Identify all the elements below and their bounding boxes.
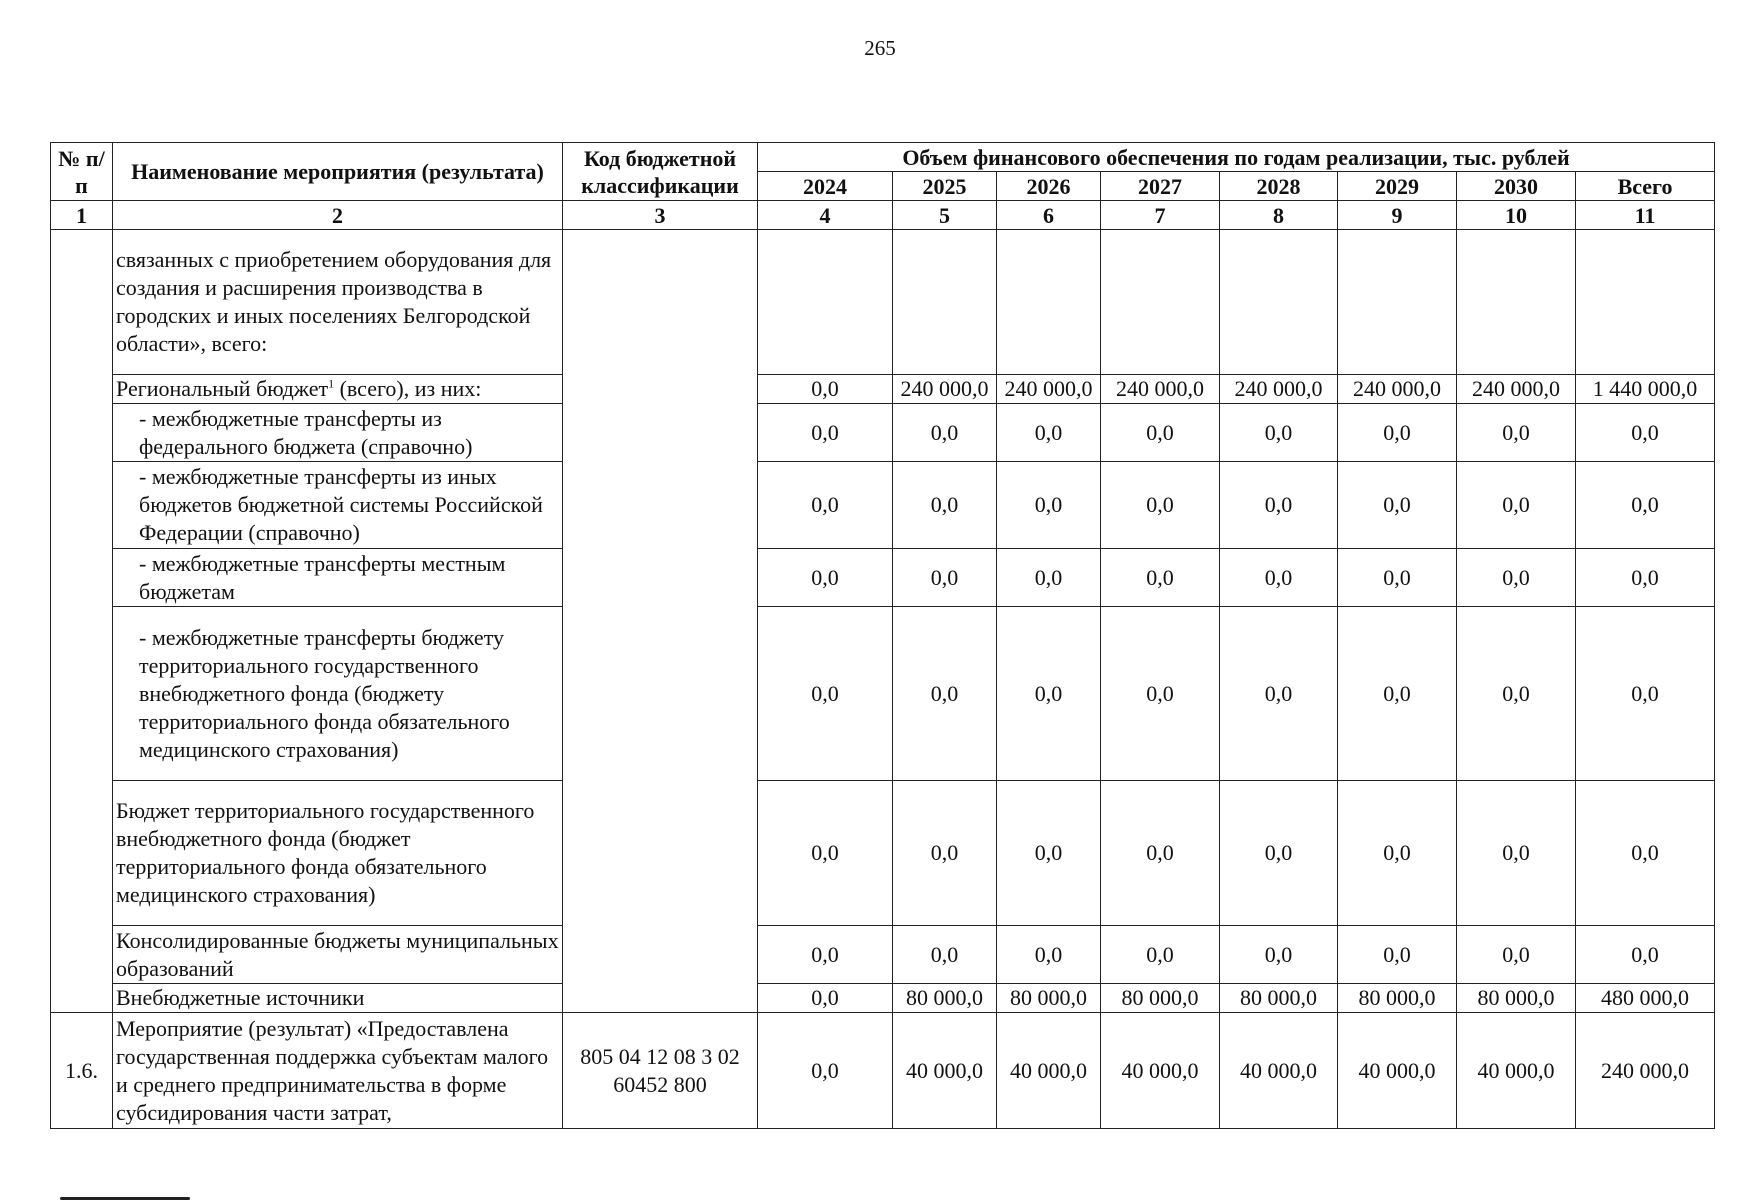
- value-cell: 0,0: [1576, 549, 1715, 607]
- value-cell: 0,0: [997, 404, 1101, 462]
- header-year: 2028: [1220, 172, 1338, 201]
- value-cell: 0,0: [1338, 926, 1457, 984]
- col-number: 5: [893, 201, 997, 230]
- col-number: 11: [1576, 201, 1715, 230]
- row-name: связанных с приобретением оборудования для создания и расширения производства в городских и иных поселениях Белгородской области», всего:: [113, 230, 563, 375]
- value-cell: 0,0: [1338, 462, 1457, 549]
- value-cell: 0,0: [1457, 781, 1576, 926]
- col-number: 9: [1338, 201, 1457, 230]
- header-year: 2029: [1338, 172, 1457, 201]
- row-name: Бюджет территориального государственного внебюджетного фонда (бюджет территориального фонда обязательного медицинского страхования): [113, 781, 563, 926]
- header-code: Код бюджетной классификации: [563, 143, 758, 201]
- row-name: - межбюджетные трансферты местным бюджетам: [113, 549, 563, 607]
- value-cell: 0,0: [1457, 462, 1576, 549]
- value-cell: 0,0: [893, 607, 997, 781]
- row-code: [563, 230, 758, 1013]
- row-name: Консолидированные бюджеты муниципальных образований: [113, 926, 563, 984]
- value-cell: 0,0: [1220, 404, 1338, 462]
- value-cell: 80 000,0: [1101, 984, 1220, 1013]
- value-cell: 0,0: [997, 462, 1101, 549]
- value-cell: 0,0: [1338, 607, 1457, 781]
- value-cell: 0,0: [758, 375, 893, 404]
- value-cell: 0,0: [893, 462, 997, 549]
- value-cell: 240 000,0: [1101, 375, 1220, 404]
- value-cell: 240 000,0: [893, 375, 997, 404]
- value-cell: [1220, 230, 1338, 375]
- value-cell: 40 000,0: [1101, 1013, 1220, 1129]
- value-cell: 0,0: [893, 549, 997, 607]
- value-cell: 0,0: [893, 404, 997, 462]
- value-cell: 0,0: [758, 549, 893, 607]
- table-row: [51, 375, 1715, 404]
- value-cell: 80 000,0: [893, 984, 997, 1013]
- value-cell: 0,0: [1220, 549, 1338, 607]
- value-cell: 80 000,0: [1220, 984, 1338, 1013]
- table-row: [51, 1013, 1715, 1129]
- col-number: 10: [1457, 201, 1576, 230]
- header-year: 2026: [997, 172, 1101, 201]
- value-cell: 0,0: [1457, 607, 1576, 781]
- row-name: - межбюджетные трансферты бюджету территориального государственного внебюджетного фонда (бюджету территориального фонда обязательного медицинского страхования): [113, 607, 563, 781]
- table-row: [51, 984, 1715, 1013]
- value-cell: 0,0: [758, 1013, 893, 1129]
- value-cell: 0,0: [1220, 607, 1338, 781]
- value-cell: 0,0: [1576, 781, 1715, 926]
- value-cell: 240 000,0: [1338, 375, 1457, 404]
- row-code: 805 04 12 08 3 02 60452 800: [563, 1013, 758, 1129]
- value-cell: 240 000,0: [1457, 375, 1576, 404]
- value-cell: [1101, 230, 1220, 375]
- footnote-mark: 1: [328, 376, 335, 391]
- value-cell: 0,0: [997, 549, 1101, 607]
- value-cell: 80 000,0: [1338, 984, 1457, 1013]
- value-cell: [1457, 230, 1576, 375]
- value-cell: 0,0: [1101, 404, 1220, 462]
- value-cell: 0,0: [1220, 781, 1338, 926]
- value-cell: 0,0: [1220, 462, 1338, 549]
- value-cell: 0,0: [1338, 404, 1457, 462]
- header-year: 2027: [1101, 172, 1220, 201]
- value-cell: 0,0: [758, 926, 893, 984]
- col-number: 7: [1101, 201, 1220, 230]
- value-cell: 240 000,0: [1220, 375, 1338, 404]
- row-name: - межбюджетные трансферты из иных бюджетов бюджетной системы Российской Федерации (справочно): [113, 462, 563, 549]
- value-cell: 0,0: [1338, 781, 1457, 926]
- value-cell: 80 000,0: [997, 984, 1101, 1013]
- value-cell: 0,0: [758, 984, 893, 1013]
- value-cell: [1338, 230, 1457, 375]
- row-name: - межбюджетные трансферты из федерального бюджета (справочно): [113, 404, 563, 462]
- row-no: 1.6.: [51, 1013, 113, 1129]
- col-number: 4: [758, 201, 893, 230]
- value-cell: [1576, 230, 1715, 375]
- header-year: 2024: [758, 172, 893, 201]
- value-cell: [893, 230, 997, 375]
- value-cell: 0,0: [1457, 404, 1576, 462]
- table-row: [51, 926, 1715, 984]
- value-cell: 0,0: [1101, 462, 1220, 549]
- value-cell: 40 000,0: [893, 1013, 997, 1129]
- col-number: 6: [997, 201, 1101, 230]
- table-row: [51, 607, 1715, 781]
- col-number: 8: [1220, 201, 1338, 230]
- value-cell: 0,0: [1457, 549, 1576, 607]
- col-number: 3: [563, 201, 758, 230]
- value-cell: 80 000,0: [1457, 984, 1576, 1013]
- value-cell: 0,0: [1576, 462, 1715, 549]
- value-cell: 480 000,0: [1576, 984, 1715, 1013]
- header-name: Наименование мероприятия (результата): [113, 143, 563, 201]
- value-cell: 0,0: [997, 926, 1101, 984]
- header-total: Всего: [1576, 172, 1715, 201]
- value-cell: 40 000,0: [1220, 1013, 1338, 1129]
- value-cell: [758, 230, 893, 375]
- value-cell: 0,0: [1101, 549, 1220, 607]
- header-volume: Объем финансового обеспечения по годам реализации, тыс. рублей: [758, 143, 1715, 172]
- table-row: [51, 404, 1715, 462]
- row-no: [51, 230, 113, 1013]
- value-cell: 1 440 000,0: [1576, 375, 1715, 404]
- value-cell: 0,0: [1576, 926, 1715, 984]
- value-cell: 0,0: [1101, 607, 1220, 781]
- value-cell: 0,0: [997, 781, 1101, 926]
- header-year: 2025: [893, 172, 997, 201]
- row-name: Мероприятие (результат) «Предоставлена государственная поддержка субъектам малого и среднего предпринимательства в форме субсидирования части затрат,: [113, 1013, 563, 1129]
- value-cell: 0,0: [1220, 926, 1338, 984]
- header-year: 2030: [1457, 172, 1576, 201]
- table-row: [51, 781, 1715, 926]
- page-number: 265: [864, 36, 896, 60]
- col-number: 2: [113, 201, 563, 230]
- row-name: Региональный бюджет$^1$ (всего), из них:: [113, 375, 563, 404]
- value-cell: 0,0: [1101, 926, 1220, 984]
- value-cell: 240 000,0: [1576, 1013, 1715, 1129]
- table-row: [51, 230, 1715, 375]
- value-cell: 0,0: [758, 781, 893, 926]
- value-cell: 0,0: [1576, 607, 1715, 781]
- value-cell: 40 000,0: [997, 1013, 1101, 1129]
- col-number: 1: [51, 201, 113, 230]
- value-cell: 0,0: [997, 607, 1101, 781]
- value-cell: 240 000,0: [997, 375, 1101, 404]
- value-cell: 0,0: [758, 607, 893, 781]
- table-row: [51, 462, 1715, 549]
- value-cell: 0,0: [758, 462, 893, 549]
- value-cell: 0,0: [758, 404, 893, 462]
- budget-table: [50, 142, 1715, 1129]
- value-cell: [997, 230, 1101, 375]
- value-cell: 0,0: [893, 926, 997, 984]
- table-row: [51, 549, 1715, 607]
- value-cell: 40 000,0: [1457, 1013, 1576, 1129]
- value-cell: 40 000,0: [1338, 1013, 1457, 1129]
- value-cell: 0,0: [1101, 781, 1220, 926]
- header-no: № п/п: [51, 143, 113, 201]
- value-cell: 0,0: [1338, 549, 1457, 607]
- value-cell: 0,0: [893, 781, 997, 926]
- value-cell: 0,0: [1457, 926, 1576, 984]
- row-name: Внебюджетные источники: [113, 984, 563, 1013]
- value-cell: 0,0: [1576, 404, 1715, 462]
